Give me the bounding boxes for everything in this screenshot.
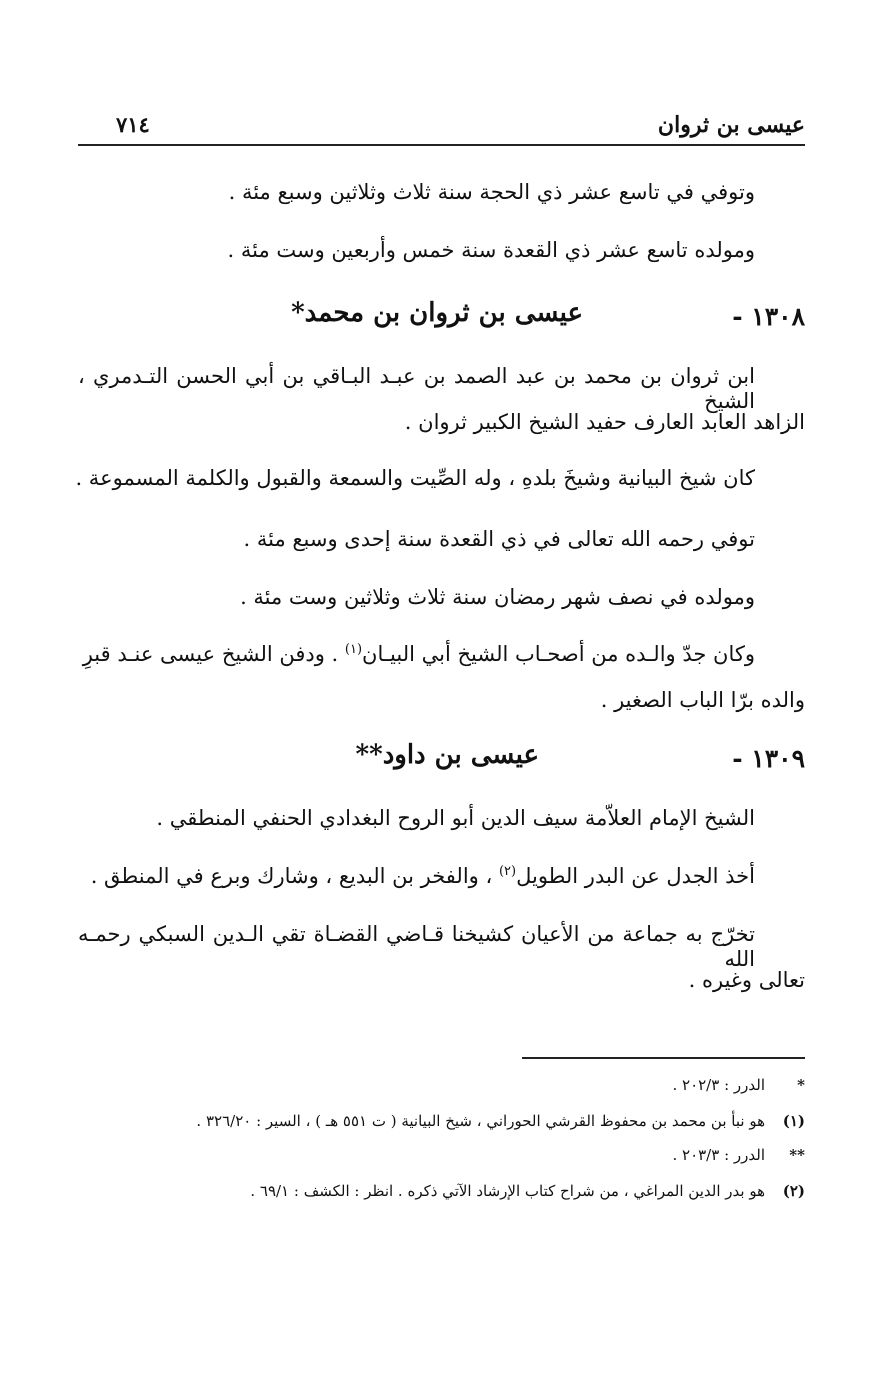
carryover-birth-line: ومولده تاسع عشر ذي القعدة سنة خمس وأربعين وست مئة . [227, 238, 755, 262]
carryover-death-line: وتوفي في تاسع عشر ذي الحجة سنة ثلاث وثلاثين وسبع مئة . [228, 180, 755, 204]
entry1-paragraph4: ومولده في نصف شهر رمضان سنة ثلاث وثلاثين وست مئة . [240, 585, 755, 609]
footnote-text: هو نبأ بن محمد بن محفوظ القرشي الحوراني ، شيخ البيانية ( ت ٥٥١ هـ ) ، السير : ٣٢٦/٢٠ . [196, 1112, 765, 1130]
footnote-text: الدرر : ٢٠٢/٣ . [672, 1076, 765, 1094]
entry1-paragraph5-text-b: . ودفن الشيخ عيسى عنـد قبرِ [82, 642, 345, 666]
entry2-paragraph2-text-b: ، والفخر بن البديع ، وشارك وبرع في المنطق . [90, 864, 499, 888]
footnote-mark: ** [789, 1146, 805, 1164]
entry2-paragraph2 [91, 864, 755, 889]
entry1-paragraph2: كان شيخ البيانية وشيخَ بلدهِ ، وله الصِّيت والسمعة والقبول والكلمة المسموعة . [75, 466, 755, 490]
footnote-text: الدرر : ٢٠٣/٣ . [672, 1146, 765, 1164]
page-number: ٧١٤ [116, 112, 150, 137]
footnote-star-1 [672, 1076, 805, 1094]
entry1-paragraph5-text-a: وكان جدّ والـده من أصحـاب الشيخ أبي البيـان [362, 642, 755, 666]
entry-number-1309: ١٣٠٩ - [732, 744, 805, 773]
entry-title-1308: عيسى بن ثروان بن محمد* [291, 298, 583, 328]
footnote-mark: (١) [782, 1112, 805, 1130]
entry2-paragraph1: الشيخ الإمام العلاّمة سيف الدين أبو الروح البغدادي الحنفي المنطقي . [156, 806, 755, 830]
entry1-paragraph5-line2: والده برّا الباب الصغير . [600, 688, 805, 712]
header-rule [78, 144, 805, 146]
footnote-text: هو بدر الدين المراغي ، من شراح كتاب الإرشاد الآتي ذكره . انظر : الكشف : ٦٩/١ . [250, 1182, 765, 1200]
footnote-mark: (٢) [782, 1182, 805, 1200]
entry2-paragraph2-text-a: أخذ الجدل عن البدر الطويل [516, 864, 755, 888]
footnote-2 [250, 1182, 805, 1200]
footnote-star-2 [672, 1146, 805, 1164]
footnote-rule [522, 1057, 805, 1059]
entry1-paragraph3: توفي رحمه الله تعالى في ذي القعدة سنة إحدى وسبع مئة . [243, 527, 755, 551]
footnote-mark: * [797, 1076, 805, 1094]
entry-number-1308: ١٣٠٨ - [732, 302, 805, 331]
entry2-paragraph3-line2: تعالى وغيره . [688, 968, 805, 992]
entry1-paragraph1-line1: ابن ثروان بن محمد بن عبد الصمد بن عبـد البـاقي بن أبي الحسن التـدمري ، الشيخ [78, 364, 755, 414]
entry-title-1309: عيسى بن داود** [355, 740, 539, 770]
footnote-ref-1: (١) [344, 642, 363, 657]
entry1-paragraph5-line1 [83, 642, 755, 667]
running-title: عيسى بن ثروان [657, 112, 805, 138]
running-header [78, 108, 805, 144]
footnote-ref-2: (٢) [498, 864, 517, 879]
footnote-1 [196, 1112, 805, 1130]
entry2-paragraph3-line1: تخرّج به جماعة من الأعيان كشيخنا قـاضي القضـاة تقي الـدين السبكي رحمـه الله [78, 922, 755, 972]
entry1-paragraph1-line2: الزاهد العابد العارف حفيد الشيخ الكبير ثروان . [404, 410, 805, 434]
